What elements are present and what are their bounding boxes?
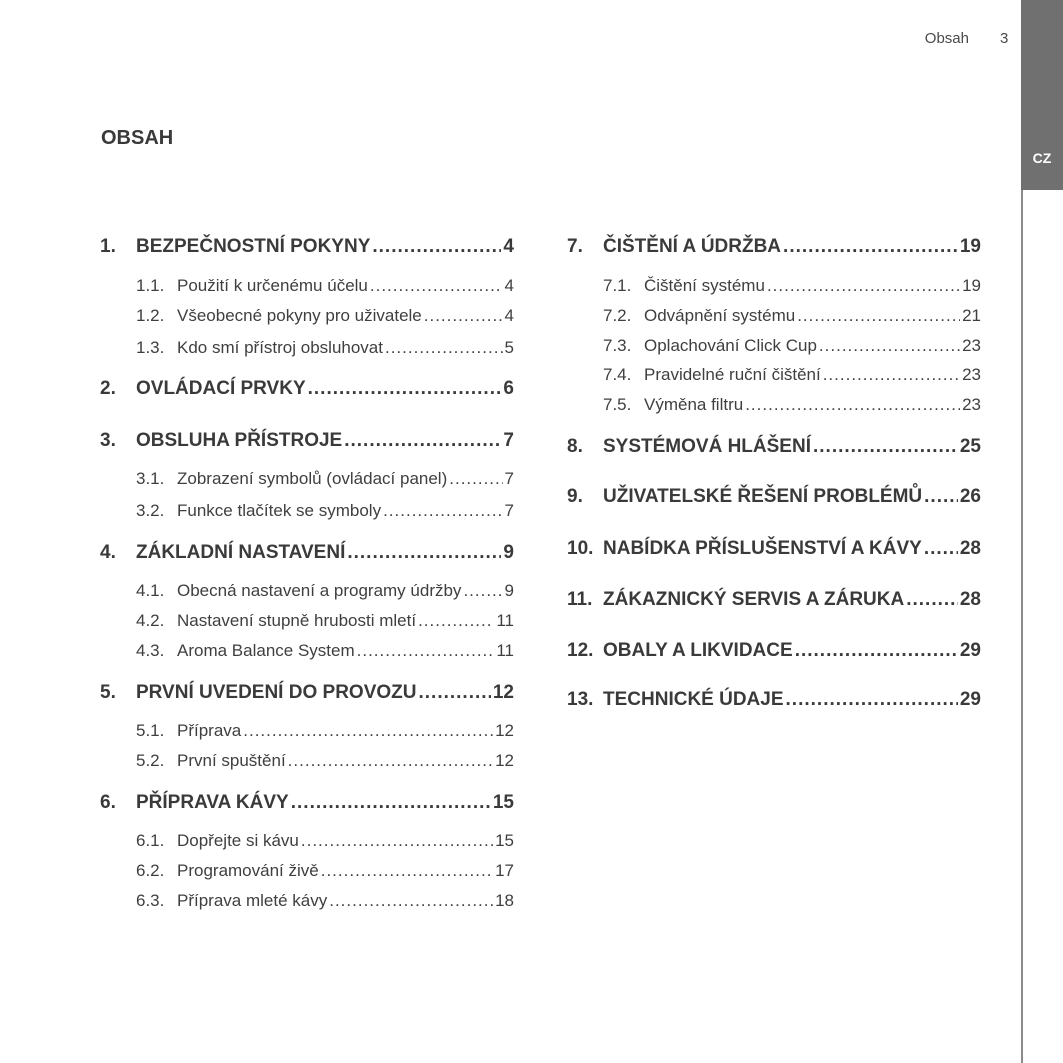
toc-page: 29 — [959, 689, 981, 710]
toc-number: 5. — [100, 682, 116, 703]
toc-subsection-1-2[interactable] — [136, 306, 514, 326]
toc-number: 13. — [567, 689, 594, 710]
toc-number: 1. — [100, 236, 116, 257]
toc-number: 11. — [567, 589, 593, 610]
toc-page: 19 — [959, 236, 981, 257]
toc-title: Odvápnění systému — [644, 306, 796, 325]
toc-page: 28 — [959, 589, 981, 610]
toc-title: Příprava — [177, 721, 242, 740]
toc-leader — [291, 792, 491, 814]
toc-subsection-4-3[interactable] — [136, 641, 514, 661]
toc-leader — [370, 276, 503, 296]
toc-number: 7.3. — [603, 336, 632, 355]
toc-subsection-6-1[interactable] — [136, 831, 514, 851]
toc-leader — [424, 306, 503, 326]
toc-page: 12 — [495, 721, 514, 740]
toc-subsection-1-1[interactable] — [136, 276, 514, 296]
toc-number: 3.2. — [136, 501, 165, 520]
toc-title: OBSLUHA PŘÍSTROJE — [136, 430, 343, 451]
toc-leader — [906, 589, 958, 611]
toc-leader — [372, 236, 501, 258]
toc-page: 12 — [495, 751, 514, 770]
toc-page: 11 — [496, 641, 514, 660]
header-page-number: 3 — [1000, 30, 1009, 47]
toc-page: 25 — [959, 436, 981, 457]
toc-subsection-7-3[interactable] — [603, 336, 981, 356]
toc-title: Dopřejte si kávu — [177, 831, 299, 850]
toc-page: 7 — [504, 469, 514, 488]
toc-leader — [347, 542, 501, 564]
toc-section-3[interactable] — [100, 430, 514, 452]
toc-subsection-4-2[interactable] — [136, 611, 514, 631]
toc-page: 26 — [959, 486, 981, 507]
toc-section-11[interactable] — [567, 589, 981, 611]
toc-leader — [321, 861, 493, 881]
toc-number: 1.3. — [136, 338, 165, 357]
toc-subsection-1-3[interactable] — [136, 338, 514, 358]
toc-subsection-7-5[interactable] — [603, 395, 981, 415]
toc-leader — [357, 641, 495, 661]
toc-leader — [819, 336, 960, 356]
toc-number: 7.5. — [603, 395, 632, 414]
toc-leader — [418, 611, 494, 631]
toc-page: 4 — [504, 276, 514, 295]
toc-subsection-7-4[interactable] — [603, 365, 981, 385]
toc-page: 6 — [503, 378, 514, 399]
toc-section-6[interactable] — [100, 792, 514, 814]
toc-page: 29 — [959, 640, 981, 661]
toc-title: Nastavení stupně hrubosti mletí — [177, 611, 417, 630]
toc-leader — [344, 430, 501, 452]
toc-section-8[interactable] — [567, 436, 981, 458]
toc-title: BEZPEČNOSTNÍ POKYNY — [136, 236, 371, 257]
toc-number: 9. — [567, 486, 583, 507]
toc-leader — [449, 469, 502, 489]
toc-section-1[interactable] — [100, 236, 514, 258]
toc-section-9[interactable] — [567, 486, 981, 508]
toc-title: ČIŠTĚNÍ A ÚDRŽBA — [603, 236, 782, 257]
toc-title: PŘÍPRAVA KÁVY — [136, 792, 289, 813]
toc-page: 15 — [492, 792, 514, 813]
toc-title: Příprava mleté kávy — [177, 891, 328, 910]
toc-leader — [797, 306, 960, 326]
toc-leader — [463, 581, 502, 601]
toc-subsection-3-2[interactable] — [136, 501, 514, 521]
toc-number: 5.1. — [136, 721, 165, 740]
toc-section-5[interactable] — [100, 682, 514, 704]
toc-leader — [795, 640, 958, 662]
toc-page: 9 — [503, 542, 514, 563]
toc-number: 7.2. — [603, 306, 632, 325]
toc-title: Všeobecné pokyny pro uživatele — [177, 306, 422, 325]
toc-section-4[interactable] — [100, 542, 514, 564]
toc-title: SYSTÉMOVÁ HLÁŠENÍ — [603, 436, 811, 457]
toc-number: 6.2. — [136, 861, 165, 880]
toc-title: Obecná nastavení a programy údržby — [177, 581, 462, 600]
toc-page: 23 — [962, 365, 981, 384]
toc-subsection-4-1[interactable] — [136, 581, 514, 601]
toc-number: 8. — [567, 436, 583, 457]
toc-page: 23 — [962, 336, 981, 355]
toc-subsection-7-1[interactable] — [603, 276, 981, 296]
toc-page: 9 — [504, 581, 514, 600]
toc-leader — [823, 365, 960, 385]
toc-page: 23 — [962, 395, 981, 414]
language-tab-label: CZ — [1032, 150, 1052, 166]
toc-page: 7 — [504, 501, 514, 520]
toc-number: 4. — [100, 542, 116, 563]
toc-number: 10. — [567, 538, 594, 559]
toc-title: Čištění systému — [644, 276, 765, 295]
toc-leader — [243, 721, 493, 741]
toc-title: OBALY A LIKVIDACE — [603, 640, 793, 661]
toc-leader — [813, 436, 958, 458]
toc-page: 21 — [962, 306, 981, 325]
language-side-tab — [1021, 0, 1063, 190]
toc-title: Pravidelné ruční čištění — [644, 365, 821, 384]
toc-section-13[interactable] — [567, 689, 981, 711]
toc-number: 3.1. — [136, 469, 165, 488]
toc-page: 4 — [504, 306, 514, 325]
toc-subsection-5-2[interactable] — [136, 751, 514, 771]
toc-title: UŽIVATELSKÉ ŘEŠENÍ PROBLÉMŮ — [603, 486, 923, 507]
toc-section-10[interactable] — [567, 538, 981, 560]
toc-page: 18 — [495, 891, 514, 910]
toc-leader — [385, 338, 503, 358]
toc-title: ZÁKAZNICKÝ SERVIS A ZÁRUKA — [603, 589, 905, 610]
toc-number: 7. — [567, 236, 583, 257]
toc-section-12[interactable] — [567, 640, 981, 662]
toc-number: 4.2. — [136, 611, 165, 630]
toc-leader — [301, 831, 493, 851]
toc-title: NABÍDKA PŘÍSLUŠENSTVÍ A KÁVY — [603, 538, 922, 559]
toc-number: 3. — [100, 430, 116, 451]
toc-page: 11 — [496, 611, 514, 630]
toc-title: Aroma Balance System — [177, 641, 355, 660]
toc-subsection-5-1[interactable] — [136, 721, 514, 741]
toc-subsection-3-1[interactable] — [136, 469, 514, 489]
toc-leader — [924, 486, 958, 508]
toc-number: 7.4. — [603, 365, 632, 384]
toc-leader — [383, 501, 502, 521]
toc-leader — [288, 751, 493, 771]
toc-leader — [745, 395, 960, 415]
toc-title: Zobrazení symbolů (ovládací panel) — [177, 469, 448, 488]
toc-leader — [783, 236, 958, 258]
toc-leader — [924, 538, 958, 560]
toc-number: 1.1. — [136, 276, 165, 295]
toc-title: Oplachování Click Cup — [644, 336, 817, 355]
toc-title: TECHNICKÉ ÚDAJE — [603, 689, 784, 710]
toc-number: 4.3. — [136, 641, 165, 660]
toc-page: 5 — [504, 338, 514, 357]
side-rule — [1021, 190, 1023, 1063]
toc-page: 19 — [962, 276, 981, 295]
toc-leader — [329, 891, 493, 911]
toc-section-2[interactable] — [100, 378, 514, 400]
toc-title: Programování živě — [177, 861, 319, 880]
page-title: OBSAH — [101, 127, 174, 149]
toc-number: 6.1. — [136, 831, 165, 850]
toc-subsection-7-2[interactable] — [603, 306, 981, 326]
toc-leader — [418, 682, 490, 704]
toc-number: 4.1. — [136, 581, 165, 600]
toc-title: PRVNÍ UVEDENÍ DO PROVOZU — [136, 682, 417, 703]
toc-section-7[interactable] — [567, 236, 981, 258]
toc-number: 7.1. — [603, 276, 632, 295]
toc-page: 7 — [503, 430, 514, 451]
toc-page: 4 — [503, 236, 514, 257]
toc-title: Funkce tlačítek se symboly — [177, 501, 382, 520]
toc-number: 5.2. — [136, 751, 165, 770]
toc-page: 28 — [959, 538, 981, 559]
toc-title: Použití k určenému účelu — [177, 276, 368, 295]
toc-title: ZÁKLADNÍ NASTAVENÍ — [136, 542, 346, 563]
toc-subsection-6-3[interactable] — [136, 891, 514, 911]
toc-number: 12. — [567, 640, 594, 661]
toc-subsection-6-2[interactable] — [136, 861, 514, 881]
toc-leader — [767, 276, 960, 296]
toc-page: 17 — [495, 861, 514, 880]
toc-leader — [786, 689, 958, 711]
toc-title: Výměna filtru — [644, 395, 744, 414]
toc-page: 15 — [495, 831, 514, 850]
toc-title: První spuštění — [177, 751, 286, 770]
toc-title: OVLÁDACÍ PRVKY — [136, 378, 306, 399]
toc-title: Kdo smí přístroj obsluhovat — [177, 338, 383, 357]
toc-page: 12 — [492, 682, 514, 703]
toc-number: 1.2. — [136, 306, 165, 325]
toc-number: 6.3. — [136, 891, 165, 910]
toc-number: 2. — [100, 378, 116, 399]
toc-number: 6. — [100, 792, 116, 813]
toc-leader — [308, 378, 502, 400]
header-section-title: Obsah — [924, 30, 969, 47]
